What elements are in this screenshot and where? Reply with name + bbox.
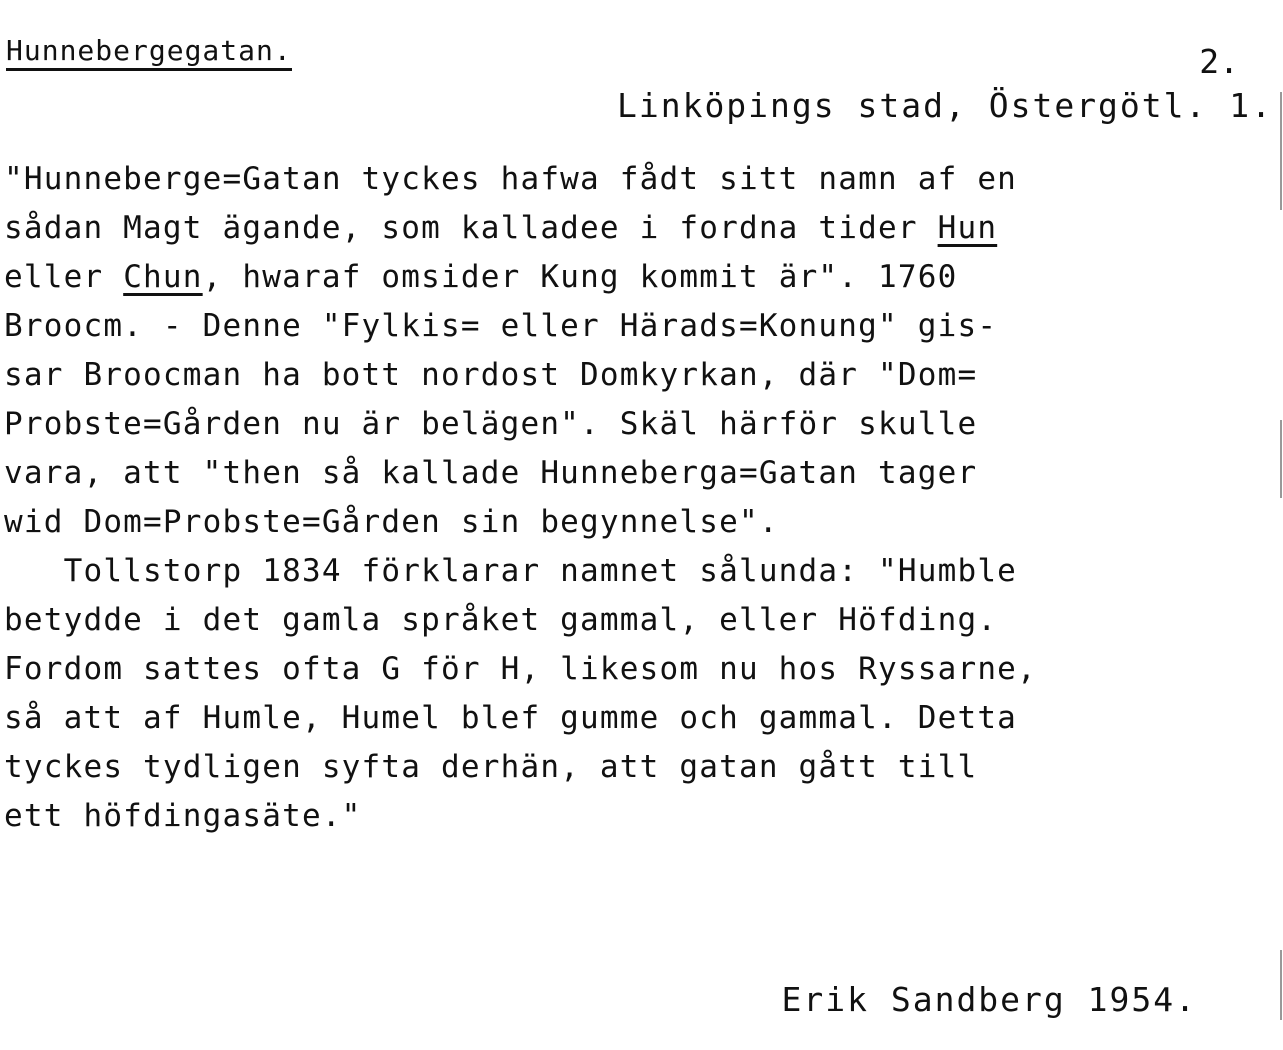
text-line: sar Broocman ha bott nordost Domkyrkan, där "Dom= <box>4 357 978 393</box>
text-line: betydde i det gamla språket gammal, eller Höfding. <box>4 602 998 638</box>
text-line: Tollstorp 1834 förklarar namnet sålunda: "Humble <box>4 553 1018 589</box>
card-edge-mark <box>1280 92 1282 210</box>
signature: Erik Sandberg 1954. <box>781 980 1197 1019</box>
text-line: så att af Humle, Humel blef gumme och gammal. Detta <box>4 700 1018 736</box>
place-heading: Linköpings stad, Östergötl. 1. <box>616 86 1273 125</box>
text-line: Broocm. - Denne "Fylkis= eller Härads=Konung" gis- <box>4 308 998 344</box>
card-title: Hunnebergegatan. <box>6 34 292 71</box>
text-line: tyckes tydligen syfta derhän, att gatan gått till <box>4 749 978 785</box>
text-line: ett höfdingasäte." <box>4 798 362 834</box>
text-line: eller Chun, hwaraf omsider Kung kommit är". 1760 <box>4 259 958 295</box>
page-number: 2. <box>1199 42 1239 81</box>
text-line: "Hunneberge=Gatan tyckes hafwa fådt sitt namn af en <box>4 161 1018 197</box>
paragraph-2 <box>4 547 1279 841</box>
underlined-word: Hun <box>937 210 998 246</box>
underlined-word: Chun <box>123 259 203 295</box>
paragraph-1 <box>4 155 1279 547</box>
text-line: wid Dom=Probste=Gården sin begynnelse". <box>4 504 779 540</box>
text-line: sådan Magt ägande, som kalladee i fordna tider Hun <box>4 210 998 246</box>
text-line: Probste=Gården nu är belägen". Skäl härför skulle <box>4 406 978 442</box>
card-edge-mark <box>1280 420 1282 498</box>
text-line: vara, att "then så kallade Hunneberga=Gatan tager <box>4 455 978 491</box>
card-edge-mark <box>1280 950 1282 1020</box>
card-body <box>4 155 1279 841</box>
text-line: Fordom sattes ofta G för H, likesom nu hos Ryssarne, <box>4 651 1037 687</box>
